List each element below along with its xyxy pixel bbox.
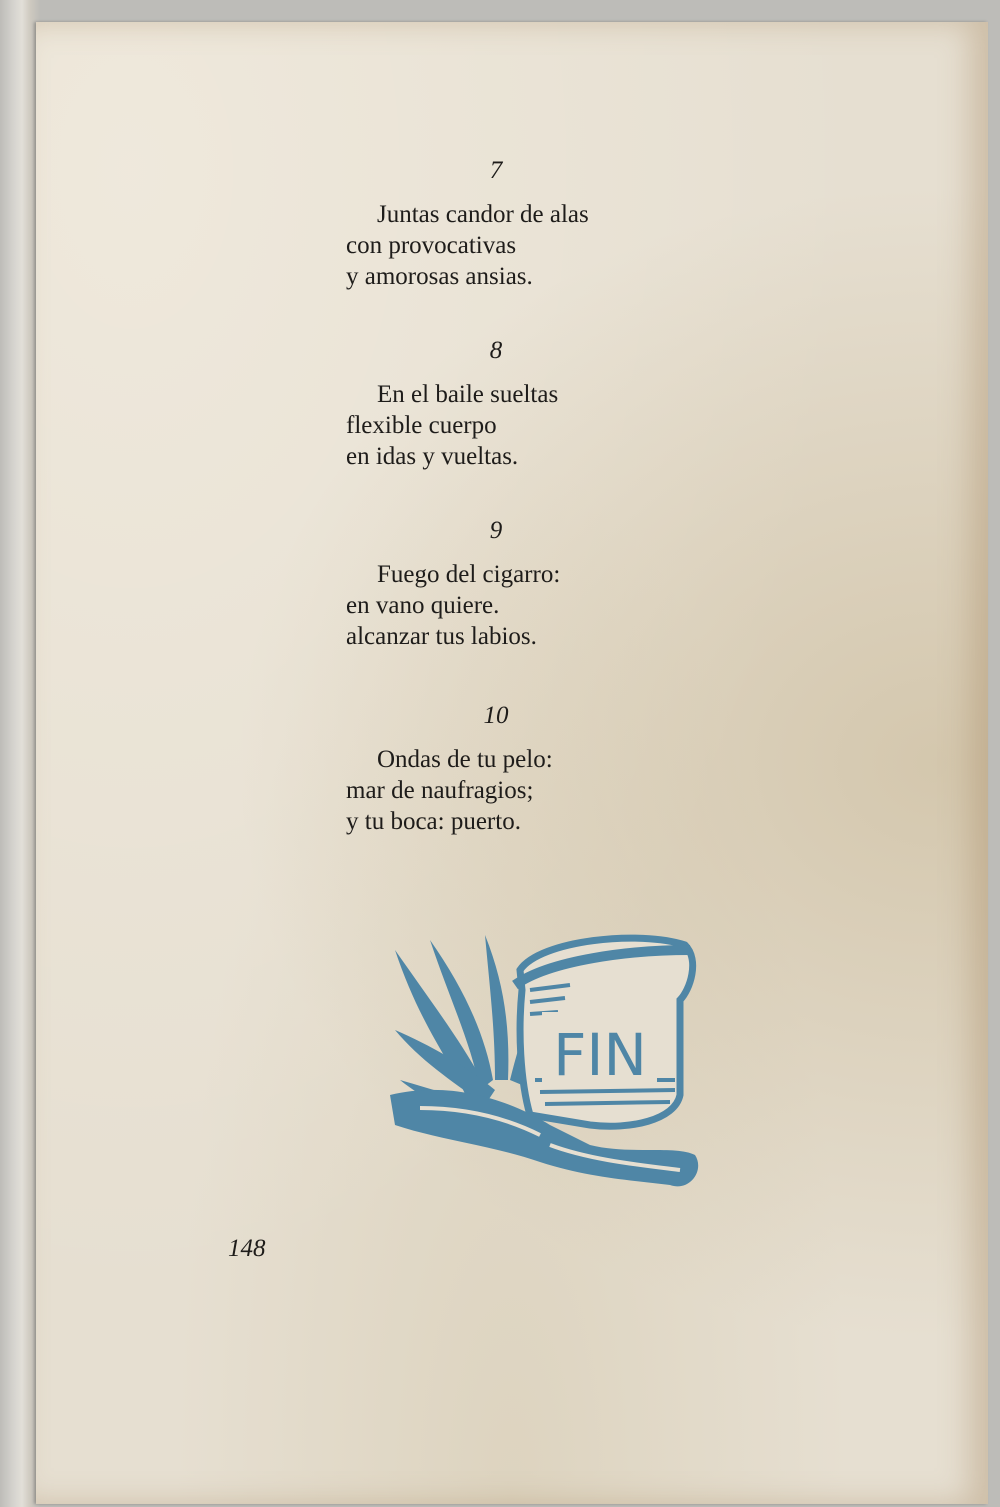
poem-number: 7 [489,157,503,184]
poem-line: y tu boca: puerto. [346,808,521,835]
poem-line: alcanzar tus labios. [346,623,537,650]
haiku-8 [346,335,676,472]
poem-line: flexible cuerpo [346,412,497,439]
poem-line: En el baile sueltas [377,381,559,408]
poem-number: 8 [489,337,503,364]
page-number: 148 [228,1235,266,1262]
poem-line: Ondas de tu pelo: [377,746,553,773]
fin-colophon-woodcut [390,930,710,1200]
poem-line: Juntas candor de alas [377,201,589,228]
poem-number: 10 [483,702,509,729]
haiku-10 [346,700,676,837]
scroll-icon [515,938,693,1126]
poem-line: en vano quiere. [346,592,500,619]
poem-number: 9 [489,517,503,544]
poem-line: Fuego del cigarro: [377,561,561,588]
poem-line: con provocativas [346,232,517,259]
haiku-9 [346,515,676,652]
haiku-7 [346,155,676,292]
poem-line: en idas y vueltas. [346,443,519,470]
poem-line: y amorosas ansias. [346,263,533,290]
colophon-text: FIN [553,1021,647,1089]
poem-line: mar de naufragios; [346,777,534,804]
